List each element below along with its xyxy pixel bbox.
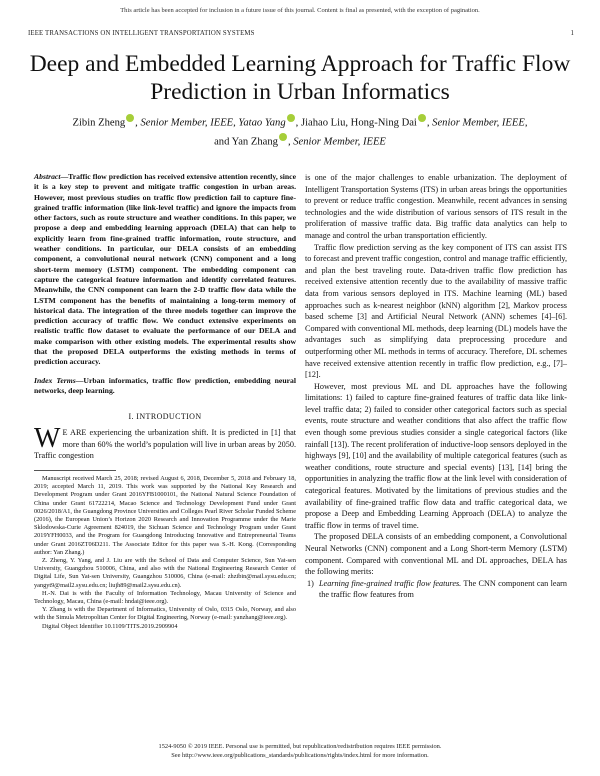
index-terms: [34, 376, 296, 397]
footnote: H.-N. Dai is with the Faculty of Information Technology, Macau University of Science and Technology, Macau, China (e-mail: hndai@ieee.org).: [34, 589, 296, 606]
journal-name: IEEE TRANSACTIONS ON INTELLIGENT TRANSPORTATION SYSTEMS: [28, 30, 255, 37]
page-number: 1: [570, 30, 574, 37]
author-affil: , Senior Member, IEEE,: [426, 117, 528, 129]
author-affil: , Senior Member, IEEE, Yatao Yang: [135, 117, 286, 129]
author-list: [20, 113, 580, 150]
index-terms-text: —Urban informatics, traffic flow prediction, embedding neural networks, deep learning.: [34, 375, 296, 395]
footnote: Z. Zheng, Y. Yang, and J. Liu are with the School of Data and Computer Science, Sun Yat-sen University, Guangzhou 510006, China, and also with the National Engineering Research Center of Digital Life, Sun Yat-sen University, Guangzhou 510006, China (e-mail: zhzibin@mail.sysu.edu.cn; yangyt9@mail2.sysu.edu.cn; liujh89@mail2.sysu.edu.cn).: [34, 557, 296, 589]
running-header: [28, 30, 574, 37]
paragraph: Traffic flow prediction serving as the key component of ITS can assist ITS to forecast and prevent traffic congestion, control and manage traffic efficiently, and plan the best traveling route. Data-driven traffic flow prediction has received extensive attention recently due to the availability of massive traffic data from various sensors deployed in ITS. Machine learning (ML) based approaches such as k-nearest neighbor (kNN) algorithm [2], Markov process based scheme [3] and Artificial Neural Network (ANN) schemes [4]–[6]. Compared with conventional ML methods, deep learning (DL) models have the advantages such as simplifying data preprocessing procedure and outperforming other ML methods in terms of accuracy. Therefore, DL schemes have received extensive attention recently in traffic flow prediction, e.g., [7]–[12].: [305, 242, 567, 380]
footnote: Manuscript received March 25, 2018; revised August 6, 2018, December 5, 2018 and February 18, 2019; accepted March 11, 2019. This work was supported by the National Key Research and Development Program under Grant 2016YFB1000101, the National Natural Science Foundation of China under Grant 61722214, Macao Science and Technology Development Fund under Grant 0026/2018/A1, the Guangdong Province Universities and Colleges Pearl River Scholar Funded Scheme (2016), the European Union’s Horizon 2020 Research and Innovation Programme under the Marie Sklodowska-Curie Agreement 824019, the Sichuan Science and Technology Program under Grant 2019YFH0033, and the Program for Guangdong Introducing Innovative and Entrepreneurial Teams under Grant 2016ZT06D211. The Associate Editor for this paper was S.-H. Kong. (Corresponding author: Yan Zhang.): [34, 475, 296, 556]
merits-list: [305, 578, 567, 601]
intro-text: [34, 423, 296, 462]
orcid-icon[interactable]: [279, 133, 287, 141]
acceptance-notice: This article has been accepted for inclusion in a future issue of this journal. Content is final as presented, with the exception of pagination.: [120, 7, 480, 14]
paragraph: is one of the major challenges to enable urbanization. The deployment of Intelligent Transportation Systems (ITS) in urban areas brings the opportunities to prevent or reduce traffic congestion. Meanwhile, recent advances in sensing technologies and the wide distribution of various sensors of ITS result in the proliferation of massive traffic data. Big traffic data analytics can help to manage and control the urban transportation efficiently.: [305, 173, 567, 240]
copyright-line: 1524-9050 © 2019 IEEE. Personal use is permitted, but republication/redistribution requires IEEE permission.: [158, 743, 442, 750]
list-item-lead: Learning fine-grained traffic flow features.: [319, 578, 462, 588]
list-number: 1): [307, 578, 314, 588]
index-terms-label: Index Terms: [34, 375, 76, 385]
footnote: Y. Zhang is with the Department of Informatics, University of Oslo, 0315 Oslo, Norway, and also with the Simula Metropolitan Center for Digital Engineering, Norway (e-mail: yanzhang@ieee.org).: [34, 606, 296, 622]
abstract-label: Abstract: [34, 172, 61, 181]
paper-title: Deep and Embedded Learning Approach for Traffic Flow Prediction in Urban Informatics: [29, 51, 571, 105]
paragraph: The proposed DELA consists of an embedding component, a Convolutional Neural Networks (CNN) component and a Long Short-term Memory (LSTM) component. Compared with conventional ML and DL approaches, DELA has the following merits:: [305, 532, 567, 577]
author-affil: , Senior Member, IEEE: [287, 136, 386, 148]
abstract-text: —Traffic flow prediction has received extensive attention recently, since it is a key step to prevent and mitigate traffic congestion in urban areas. However, most previous studies on traffic flow prediction fail to capture fine-grained traffic information (like link-level traffic) and ignore the impacts from other factors, such as route structure and weather conditions. In this paper, we propose a deep and embedding learning approach (DELA) that can help to explicitly learn from fine-grained traffic information, route structure, and weather conditions. In particular, our DELA consists of an embedding component, a convolutional neural network (CNN) component and a long short-term memory (LSTM) component. The embedding component can capture the categorical feature information and identify correlated features. Meanwhile, the CNN component can learn the 2-D traffic flow data while the LSTM component has the benefits of maintaining a long-term memory of historical data. The integration of the three models together can improve the prediction accuracy of traffic flow. We conduct extensive experiments on realistic traffic flow dataset to evaluate the performance of our DELA and make comparison with other existing models. The experimental results show that the proposed DELA outperforms the existing methods in terms of prediction accuracy.: [34, 172, 296, 367]
right-column: [305, 172, 567, 601]
copyright-footer: [0, 742, 600, 760]
left-column: [34, 172, 296, 631]
footnote-doi[interactable]: Digital Object Identifier 10.1109/TITS.2019.2909904: [42, 622, 178, 630]
orcid-icon[interactable]: [287, 114, 295, 122]
abstract: [34, 172, 296, 396]
footnote-rule: [34, 470, 116, 471]
drop-cap: W: [34, 423, 61, 455]
author-line-2: [20, 132, 580, 151]
author-name: and Yan Zhang: [214, 136, 278, 148]
footnotes: [34, 475, 296, 631]
intro-paragraph: E ARE experiencing the urbanization shift. It is predicted in [1] that more than 60% the world’s population will live in urban areas by 2050. Traffic congestion: [34, 428, 296, 461]
section-heading: I. INTRODUCTION: [128, 412, 202, 422]
paragraph: However, most previous ML and DL approaches have the following limitations: 1) failed to capture fine-grained features of traffic data like link-level traffic data; 2) failed to consider other categorical factors such as special events, route structure and weather conditions that also affect the traffic flow even though some previous studies consider a single categorical factors (like rainfall [13]). The recent proliferation of inductive-loop sensors deployed in the highways [9], [10] and the availability of multiple categorical features (such as weather conditions, route structure and special events) [13], [14] bring the opportunities in analyzing the traffic flow at the link level with consideration of categorical features. Motivated by the limitations of previous studies and the availability of fine-grained traffic flow data and traffic categorical data, we propose a Deep and Embedding Learning Approach (DELA) to analyze the traffic flow in terms of travel time.: [305, 381, 567, 530]
list-item-text: The CNN component can learn the traffic flow features from: [319, 578, 567, 600]
author-name: Zibin Zheng: [72, 117, 126, 129]
list-item: [305, 578, 567, 601]
body-text: [305, 172, 567, 601]
permissions-link[interactable]: See http://www.ieee.org/publications_standards/publications/rights/index.html for more information.: [171, 752, 429, 759]
author-line-1: [20, 113, 580, 132]
orcid-icon[interactable]: [126, 114, 134, 122]
author-name: , Jiahao Liu, Hong-Ning Dai: [295, 117, 417, 129]
orcid-icon[interactable]: [418, 114, 426, 122]
